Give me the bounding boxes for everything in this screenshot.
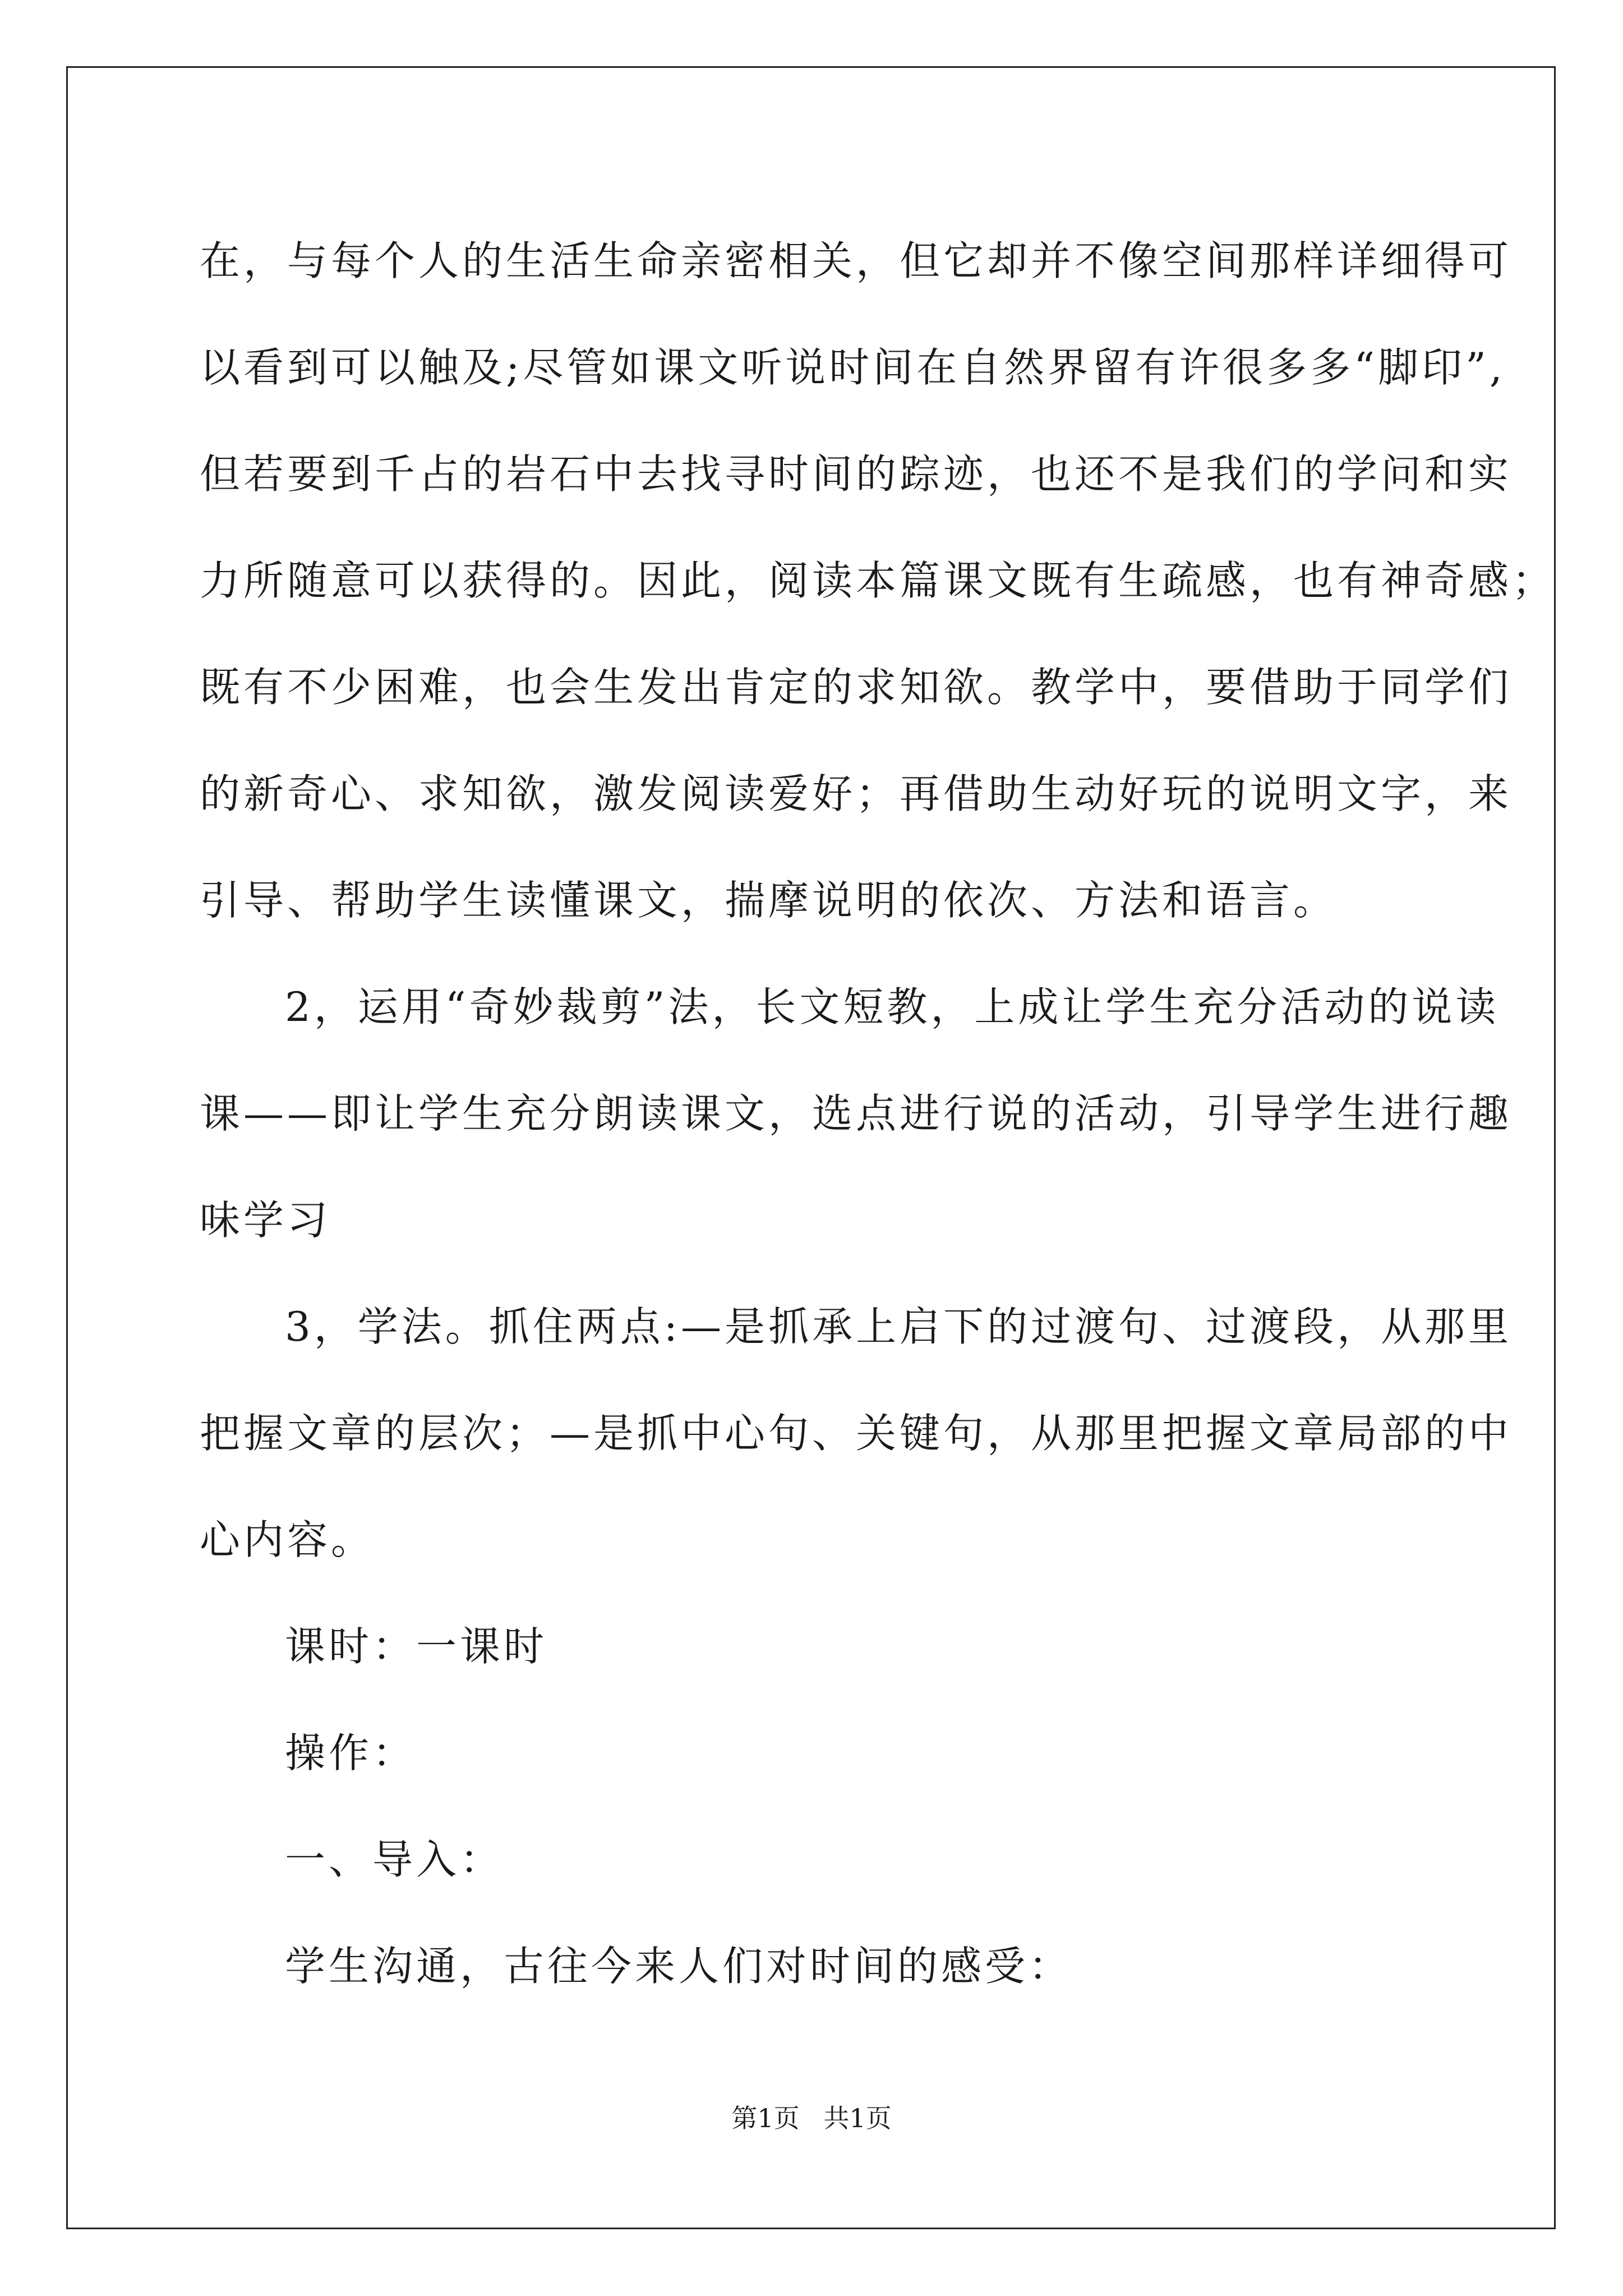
text-line: 以看到可以触及;尽管如课文听说时间在自然界留有许很多多“脚印”, [200,344,1506,391]
text-line: 但若要到千占的岩石中去找寻时间的踪迹，也还不是我们的学问和实 [200,450,1513,498]
text-line: 的新奇心、求知欲，激发阅读爱好；再借助生动好玩的说明文字，来 [200,770,1513,817]
text-line: 引导、帮助学生读懂课文，揣摩说明的依次、方法和语言。 [200,877,1338,924]
text-line: 操作： [285,1729,417,1777]
text-line: 心内容。 [200,1516,375,1563]
page-number: 第1页 [731,2103,800,2133]
text-line: 力所随意可以获得的。因此，阅读本篇课文既有生疏感，也有神奇感； [200,557,1556,604]
text-line: 课——即让学生充分朗读课文，选点进行说的活动，引导学生进行趣 [200,1090,1513,1137]
text-line: 既有不少困难，也会生发出肯定的求知欲。教学中，要借助于同学们 [200,664,1513,711]
text-line: 学生沟通，古往今来人们对时间的感受： [285,1943,1073,1990]
text-line: 课时：一课时 [285,1623,548,1670]
text-line: 2，运用“奇妙裁剪”法，长文短教，上成让学生充分活动的说读 [285,983,1500,1030]
text-line: 味学习 [200,1197,331,1244]
text-line: 在，与每个人的生活生命亲密相关，但它却并不像空间那样详细得可 [200,237,1513,284]
page-footer [0,2098,1623,2135]
text-line: 把握文章的层次；—是抓中心句、关键句，从那里把握文章局部的中 [200,1410,1513,1457]
page-total: 共1页 [823,2103,892,2133]
text-line: 3，学法。抓住两点:—是抓承上启下的过渡句、过渡段，从那里 [285,1303,1513,1350]
text-line: 一、导入： [285,1836,504,1883]
document-body [200,208,1556,2019]
